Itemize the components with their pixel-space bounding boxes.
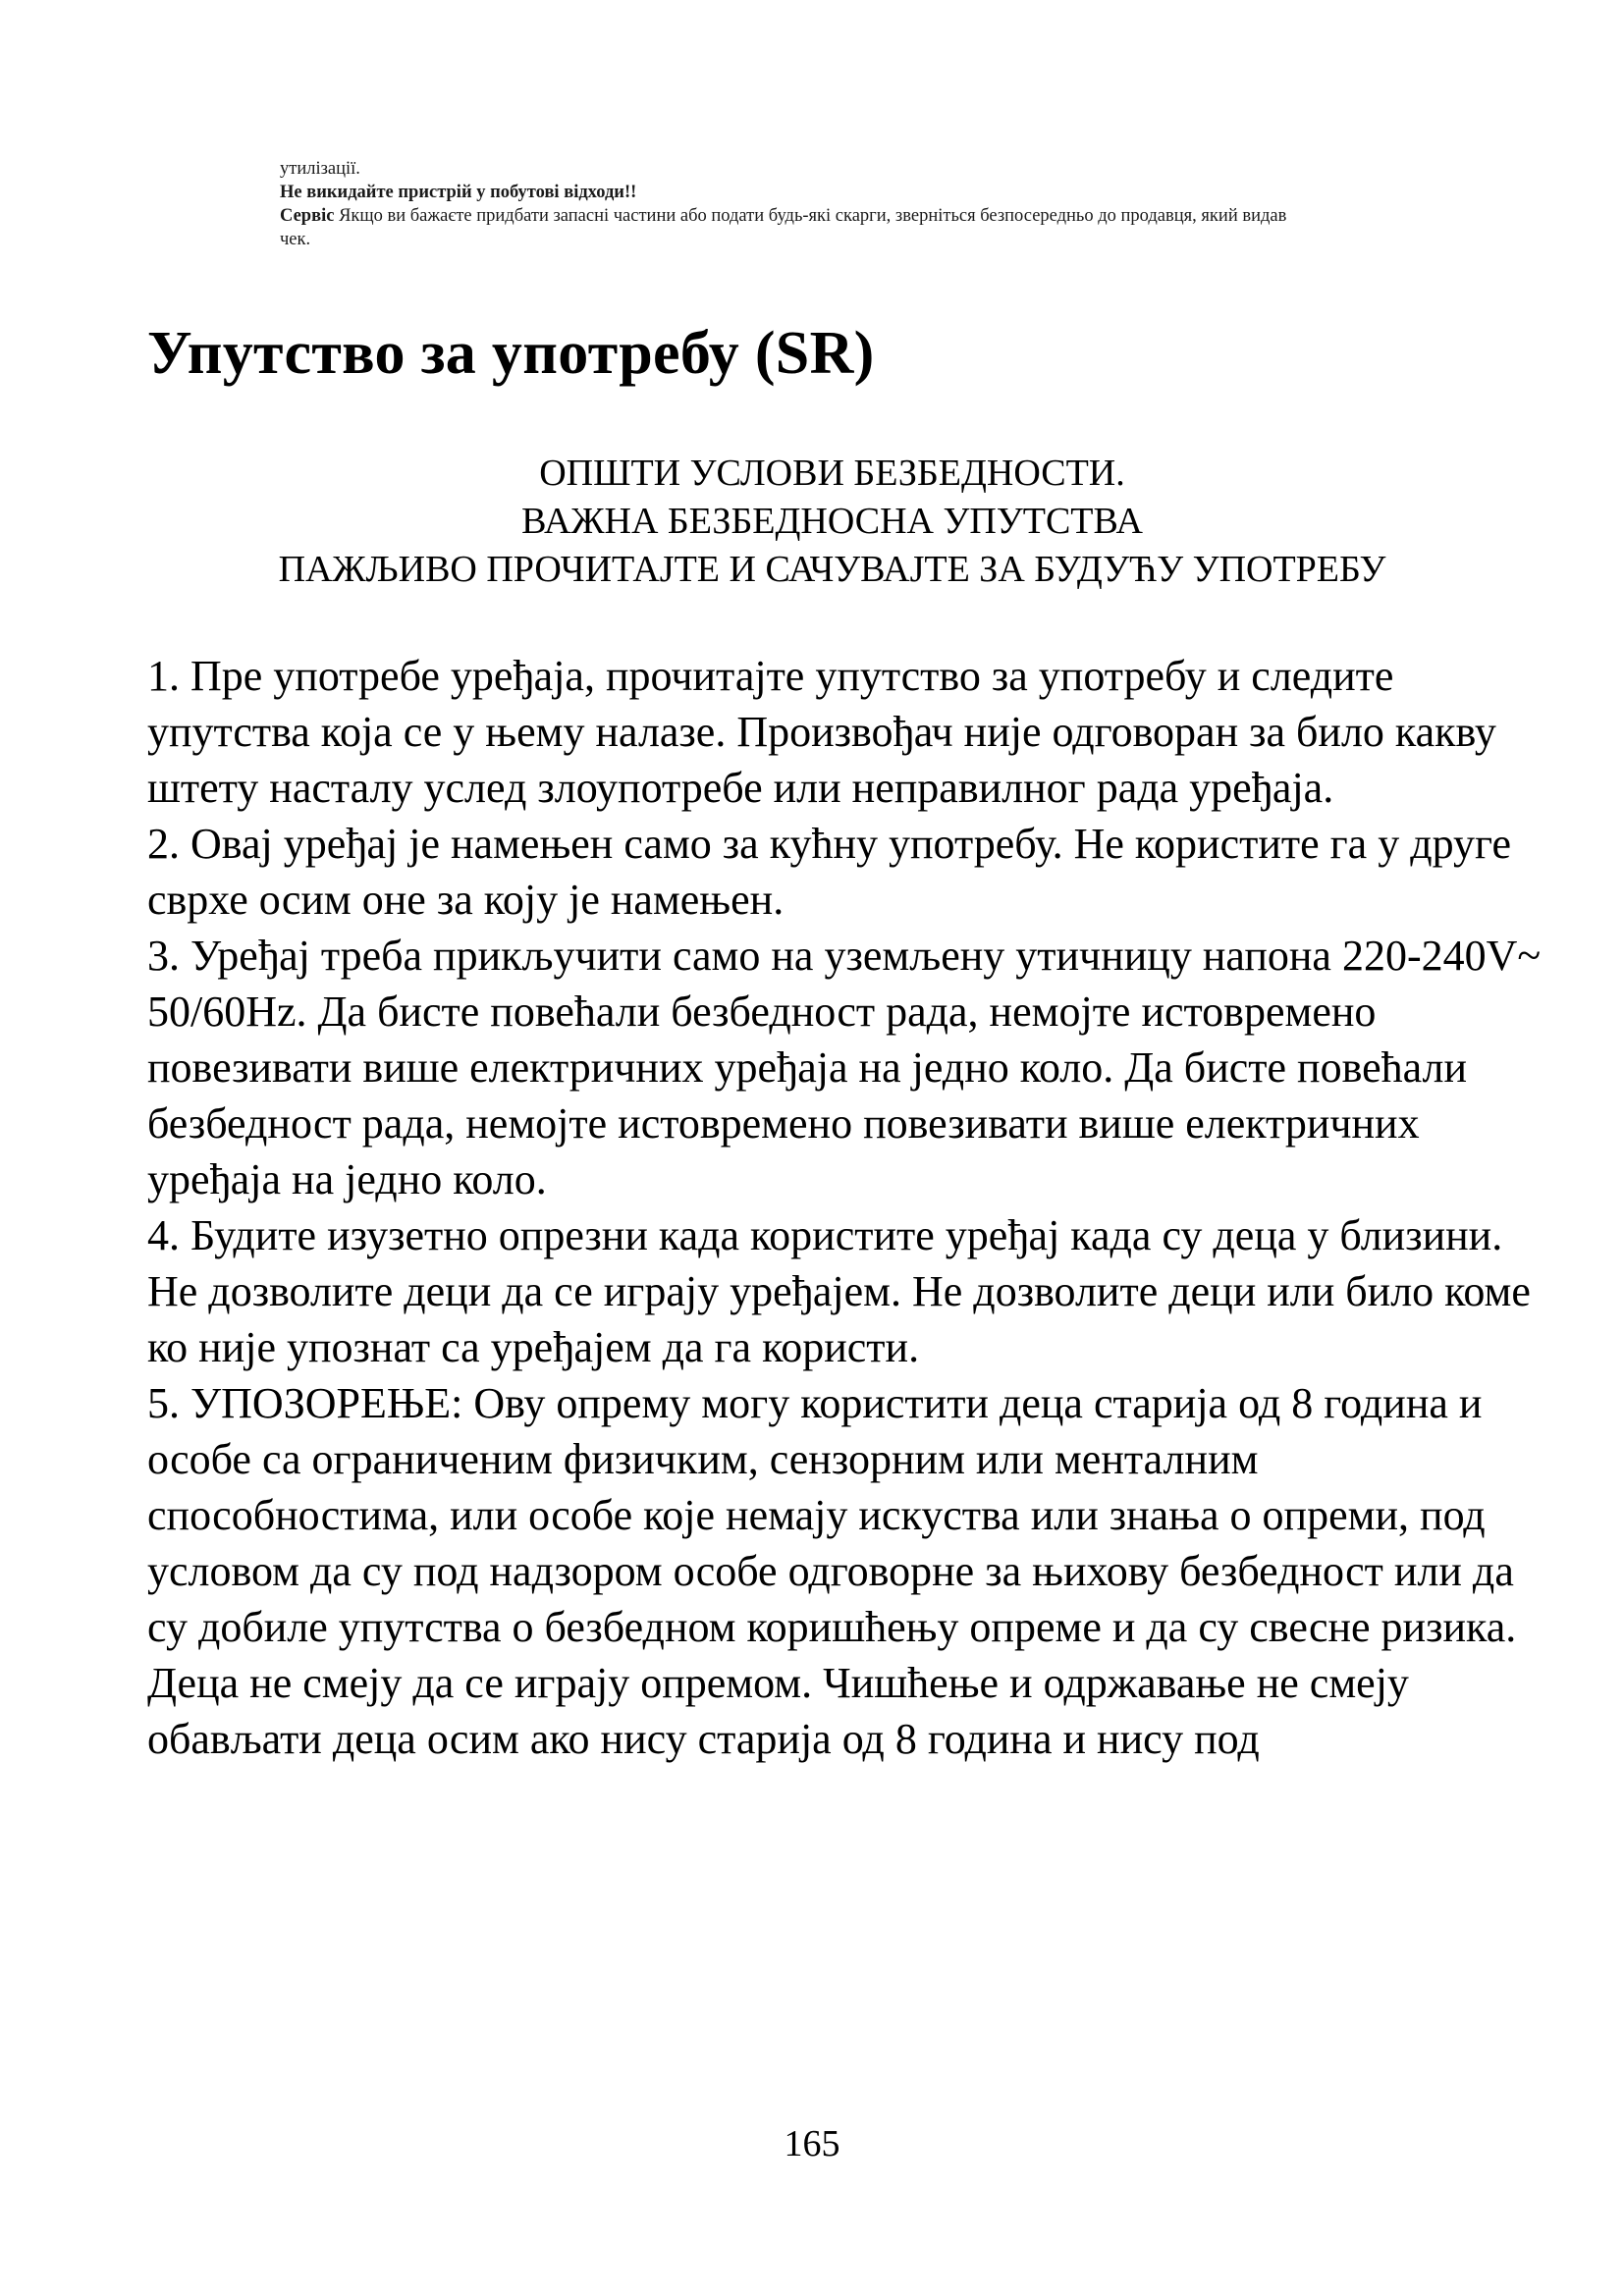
instruction-item-2: 2. Овај уређај је намењен само за кућну употребу. Не користите га у друге сврхе осим оне за коју је намењен. xyxy=(147,820,1512,924)
note-warning-text: Не викидайте пристрій у побутові відходи!! xyxy=(280,183,637,202)
instruction-item-5: 5. УПОЗОРЕЊЕ: Ову опрему могу користити деца старија од 8 година и особе са ограниченим физичким, сензорним или менталним способностима, или особе које немају искуства или знања о опреми, под условом да су под надзором особе одговорне за њихову безбедност или да су добиле упутства о безбедном коришћењу опреме и да су свесне ризика. Деца не смеју да се играју опремом. Чишћење и одржавање не смеју обављати деца осим ако нису старија од 8 година и нису под xyxy=(147,1379,1517,1763)
safety-heading-line-2: ВАЖНА БЕЗБЕДНОСНА УПУТСТВА xyxy=(521,501,1143,542)
note-line-disposal: утилізації. xyxy=(280,159,360,179)
instructions-body xyxy=(147,648,1542,1767)
previous-section-note xyxy=(280,157,1517,251)
safety-heading-line-3: ПАЖЉИВО ПРОЧИТАЈТЕ И САЧУВАЈТЕ ЗА БУДУЋУ УПОТРЕБУ xyxy=(278,549,1386,590)
note-line-service xyxy=(280,204,1517,228)
note-line-receipt: чек. xyxy=(280,230,311,249)
instruction-item-3: 3. Уређај треба прикључити само на уземљену утичницу напона 220-240V~ 50/60Hz. Да бисте повећали безбедност рада, немојте истовремено повезивати више електричних уређаја на једно коло. Да бисте повећали безбедност рада, немојте истовремено повезивати више електричних уређаја на једно коло. xyxy=(147,932,1542,1203)
note-service-label: Сервіс xyxy=(280,206,335,226)
safety-heading xyxy=(147,450,1517,594)
instruction-item-4: 4. Будите изузетно опрезни када користите уређај када су деца у близини. Не дозволите деци да се играју уређајем. Не дозволите деци или било коме ко није упознат са уређајем да га користи. xyxy=(147,1211,1531,1371)
instruction-item-1: 1. Пре употребе уређаја, прочитајте упутство за употребу и следите упутства која се у њему налазе. Произвођач није одговоран за било какву штету насталу услед злоупотребе или неправилног рада уређаја. xyxy=(147,652,1496,812)
note-line-warning xyxy=(280,181,1517,204)
page-title: Упутство за употребу (SR) xyxy=(147,320,875,387)
note-service-text: Якщо ви бажаєте придбати запасні частини або подати будь-які скарги, зверніться безпосередньо до продавця, який видав xyxy=(334,206,1287,226)
safety-heading-line-1: ОПШТИ УСЛОВИ БЕЗБЕДНОСТИ. xyxy=(539,453,1125,494)
page-number: 165 xyxy=(784,2123,840,2164)
